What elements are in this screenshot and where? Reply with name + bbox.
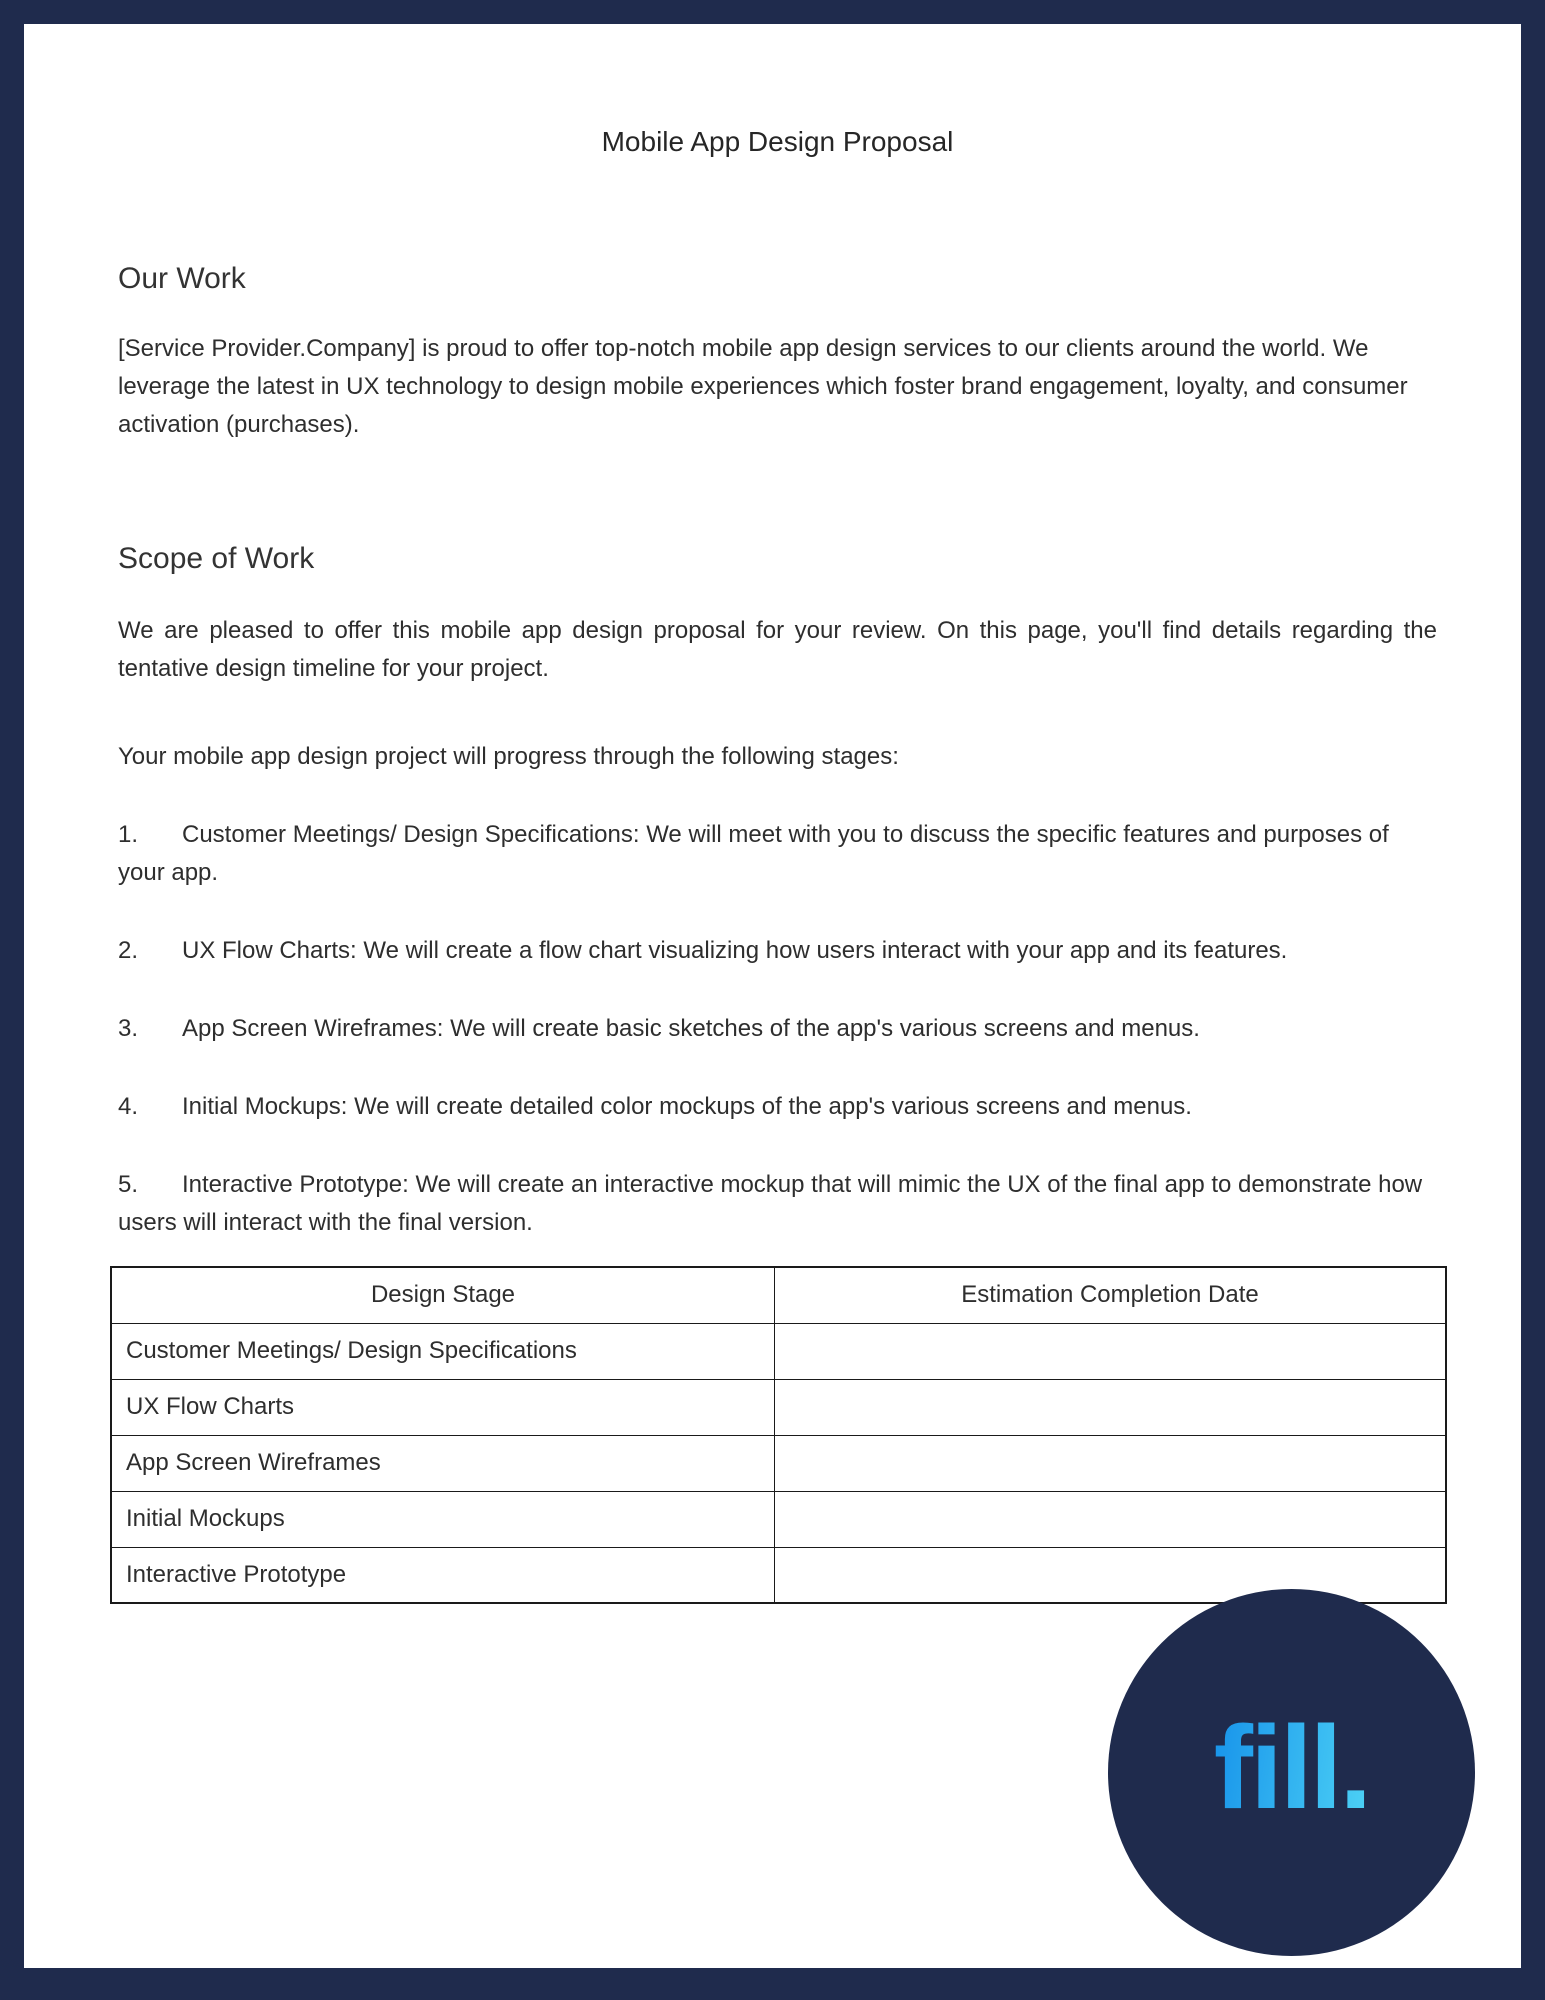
stage-text: UX Flow Charts: We will create a flow chart visualizing how users interact with your app and its features. (182, 937, 1288, 964)
stage-text: Customer Meetings/ Design Specifications: We will meet with you to discuss the specific features and purposes of your app. (118, 821, 1389, 886)
stage-cell: App Screen Wireframes (111, 1435, 774, 1491)
column-header-design-stage: Design Stage (111, 1267, 774, 1323)
stage-text: Initial Mockups: We will create detailed color mockups of the app's various screens and menus. (182, 1093, 1192, 1120)
stage-item-1 (118, 816, 1437, 892)
stage-number: 1. (118, 821, 139, 848)
fill-logo-wordmark: fill. (1214, 1709, 1369, 1837)
stage-item-3 (118, 1010, 1437, 1048)
stage-item-5 (118, 1166, 1437, 1242)
stage-item-4 (118, 1088, 1437, 1126)
stage-cell: Initial Mockups (111, 1491, 774, 1547)
our-work-paragraph: [Service Provider.Company] is proud to offer top-notch mobile app design services to our clients around the world. We leverage the latest in UX technology to design mobile experiences which foster brand engagement, loyalty, and consumer activation (purchases). (118, 335, 1408, 438)
our-work-heading: Our Work (118, 262, 246, 295)
stage-cell: Interactive Prototype (111, 1547, 774, 1603)
scope-of-work-heading: Scope of Work (118, 542, 315, 575)
table-header-row (111, 1267, 1446, 1323)
scope-intro-paragraph: We are pleased to offer this mobile app design proposal for your review. On this page, you'll find details regarding the tentative design timeline for your project. (118, 617, 1437, 682)
stage-number: 2. (118, 937, 139, 964)
stage-number: 3. (118, 1015, 139, 1042)
stage-cell: Customer Meetings/ Design Specifications (111, 1323, 774, 1379)
fill-logo (1108, 1589, 1475, 1956)
stage-cell: UX Flow Charts (111, 1379, 774, 1435)
stages-lead-paragraph: Your mobile app design project will progress through the following stages: (118, 743, 899, 770)
design-timeline-table (110, 1266, 1447, 1604)
column-header-estimation-completion-date: Estimation Completion Date (774, 1267, 1446, 1323)
document-content (24, 124, 1521, 1604)
completion-date-cell (774, 1547, 1446, 1603)
stage-text: App Screen Wireframes: We will create basic sketches of the app's various screens and menus. (182, 1015, 1200, 1042)
table-row (111, 1323, 1446, 1379)
completion-date-cell (774, 1435, 1446, 1491)
document-title: Mobile App Design Proposal (601, 126, 954, 157)
stage-item-2 (118, 932, 1437, 970)
completion-date-cell (774, 1491, 1446, 1547)
table-row (111, 1435, 1446, 1491)
completion-date-cell (774, 1379, 1446, 1435)
table-row (111, 1379, 1446, 1435)
completion-date-cell (774, 1323, 1446, 1379)
table-row (111, 1491, 1446, 1547)
stage-text: Interactive Prototype: We will create an interactive mockup that will mimic the UX of the final app to demonstrate how users will interact with the final version. (118, 1171, 1423, 1236)
stage-number: 5. (118, 1171, 139, 1198)
stage-number: 4. (118, 1093, 139, 1120)
